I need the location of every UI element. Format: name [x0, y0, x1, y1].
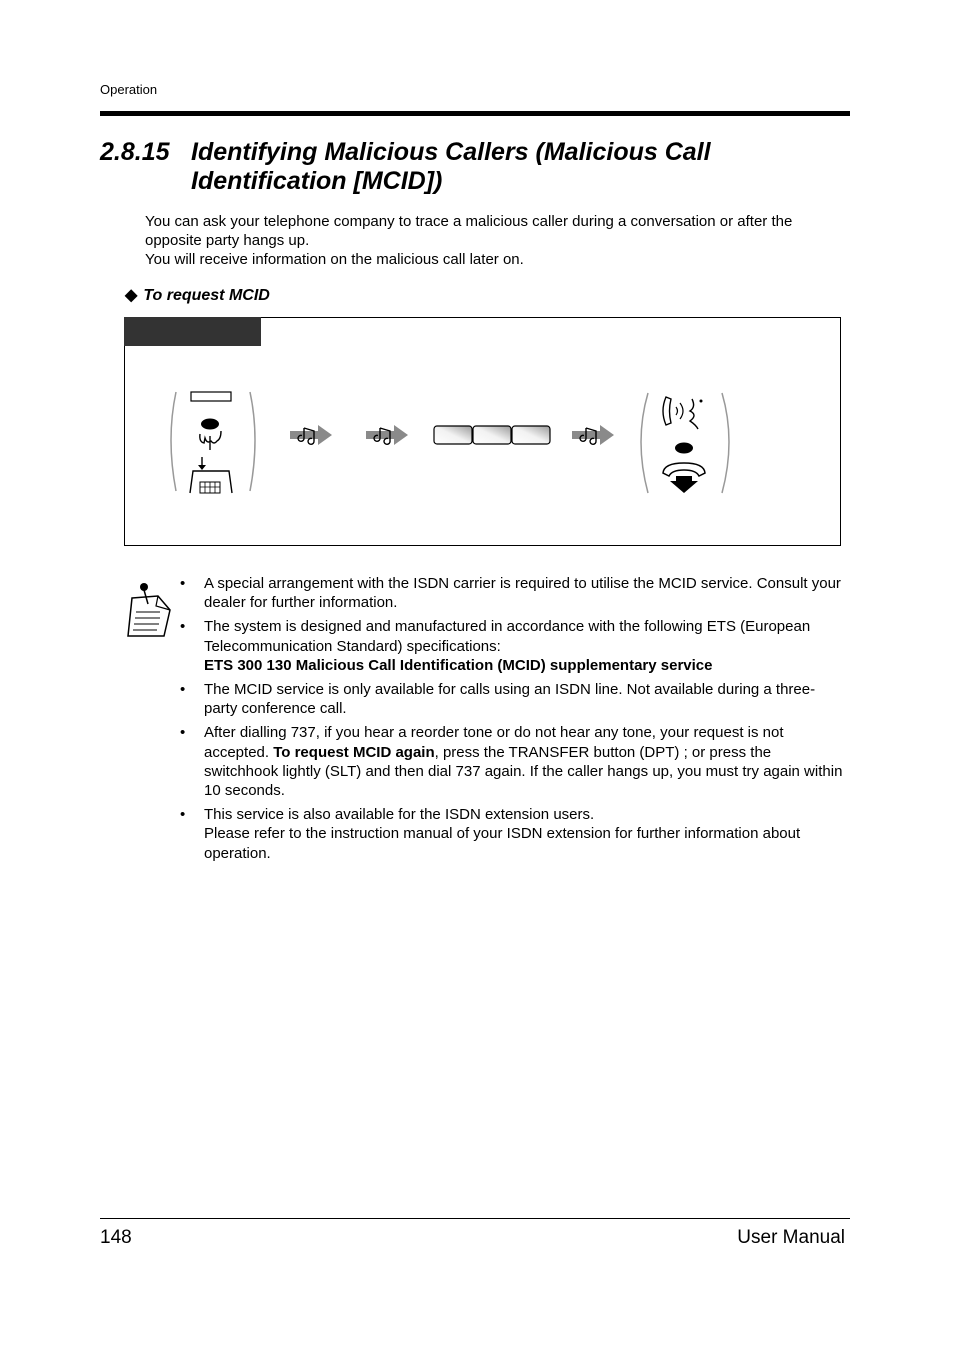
note-text-post: , press the TRANSFER button (DPT) ; or press the switchhook lightly (SLT) and then dial 737 again. If the caller hangs up, you must try again within 10 seconds. — [204, 743, 843, 800]
section-number: 2.8.15 — [100, 138, 170, 166]
note-icon — [124, 580, 174, 640]
tone-icon — [572, 425, 614, 445]
page-number: 148 — [100, 1227, 132, 1248]
manual-name: User Manual — [737, 1227, 845, 1248]
note-item: • After dialling 737, if you hear a reorder tone or do not hear any tone, your request is not accepted. To request MCID again, press the TRANSFER button (DPT) ; or press the switchhook lightly (SLT) and then dial 737 again. If the caller hangs up, you must try again within 10 seconds. — [180, 724, 843, 800]
diamond-icon: ◆ — [125, 287, 138, 304]
header-section-label: Operation — [100, 82, 158, 97]
top-rule — [100, 111, 850, 116]
finger-press-icon — [200, 419, 221, 451]
subsection-heading — [125, 285, 270, 305]
flash-switchhook-icon — [190, 457, 232, 493]
subsection-title: To request MCID — [143, 287, 270, 304]
procedure-diagram — [124, 317, 841, 546]
note-item: • This service is also available for the ISDN extension users. Please refer to the instruction manual of your ISDN extension for further information about operation. — [180, 806, 801, 862]
note-text-pre: After dialling 737, if you hear a reorder tone or do not hear any tone, your request is not accepted. — [204, 724, 784, 761]
note-text: The MCID service is only available for calls using an ISDN line. Not available during a three-party conference call. — [204, 681, 816, 718]
talk-handset-icon — [663, 397, 703, 429]
section-title-line2: Identification [MCID]) — [191, 167, 443, 195]
tone-icon — [290, 425, 332, 445]
note-item: • The system is designed and manufactured in accordance with the following ETS (European Telecommunication Standard) specifications: ETS 300 130 Malicious Call Identification (MCID) supplementary service — [180, 618, 811, 674]
dial-digits-icon — [434, 426, 550, 444]
section-title-line1: Identifying Malicious Callers (Malicious Call — [191, 138, 711, 166]
note-text-bold: To request MCID again — [273, 743, 435, 761]
intro-text — [145, 212, 845, 269]
intro-line1: You can ask your telephone company to trace a malicious caller during a conversation or after the opposite party hangs up. — [145, 213, 793, 249]
bottom-rule — [100, 1218, 850, 1219]
note-text: The system is designed and manufactured in accordance with the following ETS (European Telecommunication Standard) specifications: — [204, 618, 811, 655]
section-title — [100, 138, 860, 196]
note-text: This service is also available for the ISDN extension users. — [204, 806, 595, 824]
notes-list — [178, 574, 843, 868]
note-text: A special arrangement with the ISDN carrier is required to utilise the MCID service. Consult your dealer for further information. — [204, 575, 841, 612]
note-item: • A special arrangement with the ISDN carrier is required to utilise the MCID service. Consult your dealer for further information. — [180, 575, 841, 612]
tone-icon — [366, 425, 408, 445]
button-icon — [191, 392, 231, 401]
note-item: • The MCID service is only available for calls using an ISDN line. Not available during a three-party conference call. — [180, 681, 816, 718]
bracket-left-group — [171, 392, 255, 491]
hang-up-icon — [663, 443, 705, 494]
note-text-line2: Please refer to the instruction manual of your ISDN extension for further information about operation. — [204, 825, 801, 862]
intro-line2: You will receive information on the malicious call later on. — [145, 251, 524, 268]
note-bold-line: ETS 300 130 Malicious Call Identification (MCID) supplementary service — [204, 656, 713, 674]
